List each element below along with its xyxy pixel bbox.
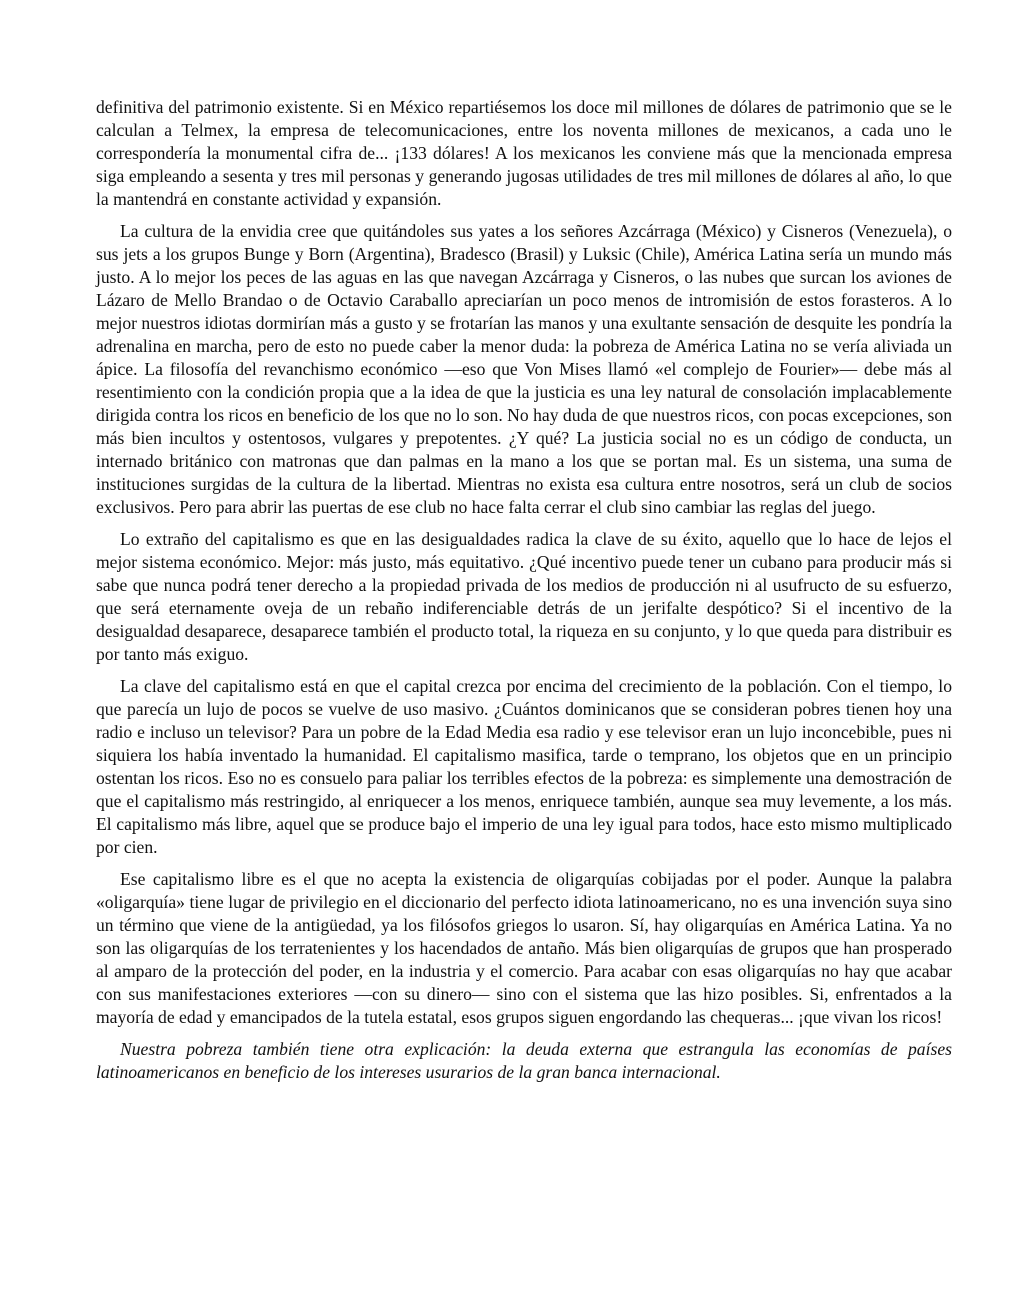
paragraph-patrimonio: definitiva del patrimonio existente. Si en México repartiésemos los doce mil millones de dólares de patrimonio que se le calculan a Telmex, la empresa de telecomunicaciones, entre los noventa millones de mexicanos, a cada uno le correspondería la monumental cifra de... ¡133 dólares! A los mexicanos les conviene más que la mencionada empresa siga empleando a sesenta y tres mil personas y generando jugosas utilidades de tres mil millones de dólares al año, lo que la mantendrá en constante actividad y expansión.: [96, 97, 952, 209]
paragraph-desigualdades: Lo extraño del capitalismo es que en las desigualdades radica la clave de su éxito, aquello que lo hace de lejos el mejor sistema económico. Mejor: más justo, más equitativo. ¿Qué incentivo puede tener un cubano para producir más si sabe que nunca podrá tener derecho a la propiedad privada de los medios de producción ni al usufructo de su esfuerzo, que será eternamente oveja de un rebaño indiferenciable detrás de un jerifalte despótico? Si el incentivo de la desigualdad desaparece, desaparece también el producto total, la riqueza en su conjunto, y lo que queda para distribuir es por tanto más exiguo.: [96, 529, 952, 664]
paragraph-oligarquias: Ese capitalismo libre es el que no acepta la existencia de oligarquías cobijadas por el poder. Aunque la palabra «oligarquía» tiene lugar de privilegio en el diccionario del perfecto idiota latinoamericano, no es una invención suya sino un término que viene de la antigüedad, ya los filósofos griegos lo usaron. Sí, hay oligarquías en América Latina. Ya no son las oligarquías de los terratenientes y los hacendados de antaño. Más bien oligarquías de grupos que han prosperado al amparo de la protección del poder, en la industria y el comercio. Para acabar con esas oligarquías no hay que acabar con sus manifestaciones exteriores —con su dinero— sino con el sistema que las hizo posibles. Si, enfrentados a la mayoría de edad y emancipados de la tutela estatal, esos grupos siguen engordando las chequeras... ¡que vivan los ricos!: [96, 869, 952, 1027]
paragraph-clave-capitalismo: La clave del capitalismo está en que el capital crezca por encima del crecimiento de la población. Con el tiempo, lo que parecía un lujo de pocos se vuelve de uso masivo. ¿Cuántos dominicanos que se consideran pobres tienen hoy una radio e incluso un televisor? Para un pobre de la Edad Media esa radio y ese televisor eran un lujo inconcebible, pues ni siquiera los había inventado la humanidad. El capitalismo masifica, tarde o temprano, los objetos que en un principio ostentan los ricos. Eso no es consuelo para paliar los terribles efectos de la pobreza: es simplemente una demostración de que el capitalismo más restringido, al enriquecer a los menos, enriquece también, aunque sea muy levemente, a los más. El capitalismo más libre, aquel que se produce bajo el imperio de una ley igual para todos, hace esto mismo multiplicado por cien.: [96, 676, 952, 857]
paragraph-cultura-envidia: La cultura de la envidia cree que quitándoles sus yates a los señores Azcárraga (México) y Cisneros (Venezuela), o sus jets a los grupos Bunge y Born (Argentina), Bradesco (Brasil) y Luksic (Chile), América Latina sería un mundo más justo. A lo mejor los peces de las aguas en las que navegan Azcárraga y Cisneros, o las nubes que surcan los aviones de Lázaro de Mello Brandao o de Octavio Caraballo apreciarían un poco menos de intromisión de estos forasteros. A lo mejor nuestros idiotas dormirían más a gusto y se frotarían las manos y una exultante sensación de desquite les pondría la adrenalina en marcha, pero de esto no puede caber la menor duda: la pobreza de América Latina no se vería aliviada un ápice. La filosofía del revanchismo económico —eso que Von Mises llamó «el complejo de Fourier»— debe más al resentimiento con la condición propia que a la idea de que la justicia es una ley natural de consolación implacablemente dirigida contra los ricos en beneficio de los que no lo son. No hay duda de que nuestros ricos, con pocas excepciones, son más bien incultos y ostentosos, vulgares y prepotentes. ¿Y qué? La justicia social no es un código de conducta, un internado británico con matronas que dan palmas en la mano a los que se portan mal. Es un sistema, una suma de instituciones surgidas de la cultura de la libertad. Mientras no exista esa cultura entre nosotros, será un club de socios exclusivos. Pero para abrir las puertas de ese club no hace falta cerrar el club sino cambiar las reglas del juego.: [96, 221, 953, 517]
document-page: [96, 96, 952, 1093]
paragraph-deuda-externa: Nuestra pobreza también tiene otra explicación: la deuda externa que estrangula las economías de países latinoamericanos en beneficio de los intereses usurarios de la gran banca internacional.: [96, 1039, 952, 1082]
